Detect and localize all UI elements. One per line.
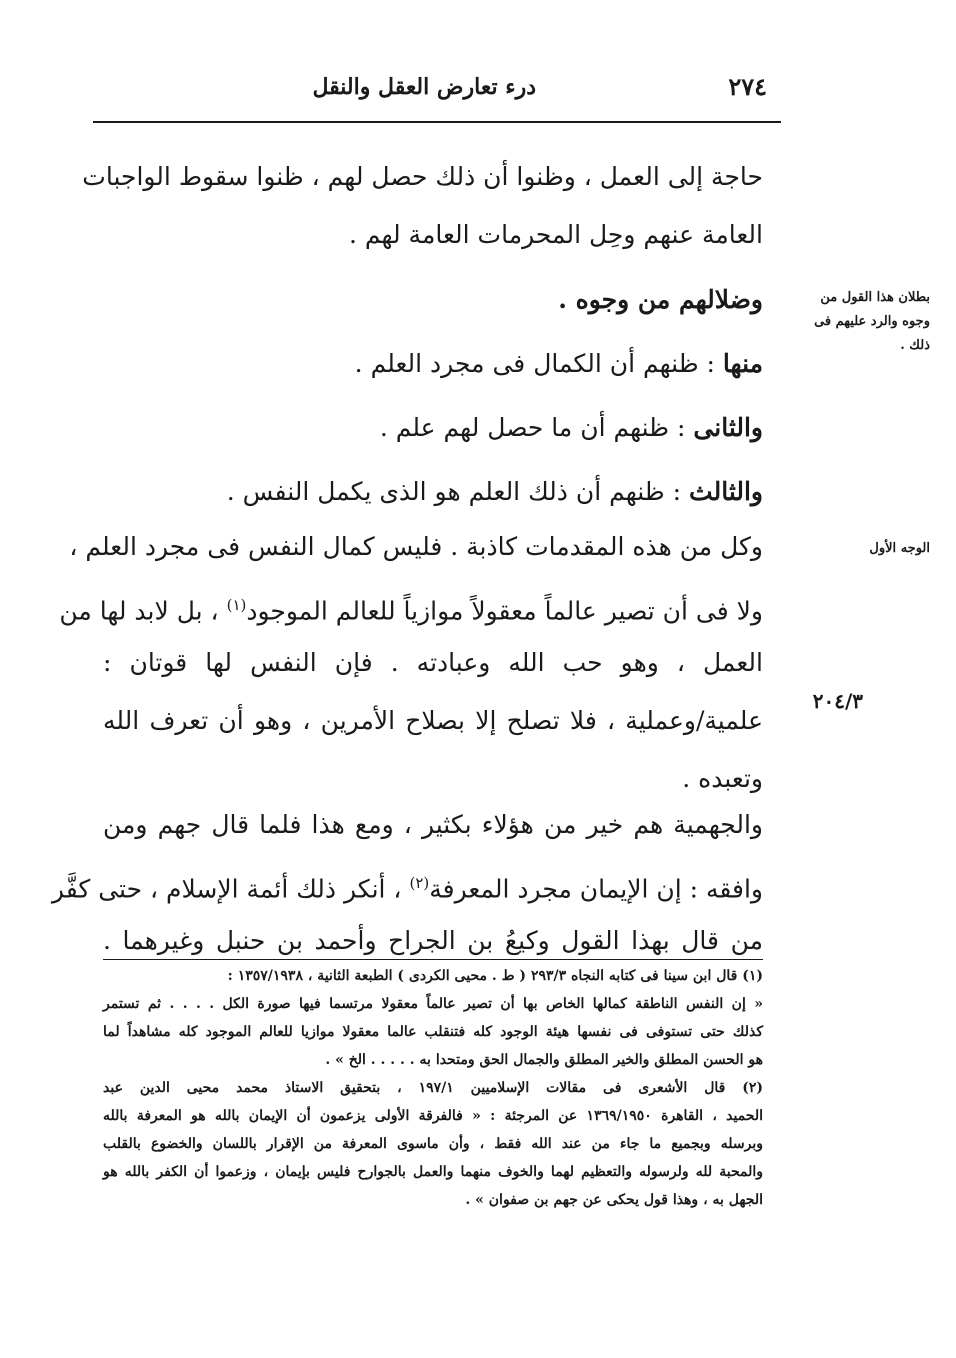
- page-number: ٢٧٤: [728, 72, 767, 101]
- text-line: من قال بهذا القول وكيعُ بن الجراح وأحمد بن حنبل وغيرهما .: [103, 926, 763, 955]
- running-title: درء تعارض العقل والنقل: [312, 74, 536, 100]
- margin-note-refutation: [796, 286, 930, 358]
- enum-label: منها: [722, 349, 763, 378]
- text-line: وافقه : إن الإيمان مجرد المعرفة$^{(٢)}$ ، أنكر ذلك أئمة الإسلام ، حتى كفَّر: [51, 874, 763, 904]
- paragraph-4: [51, 796, 763, 970]
- enum-label: والثالث: [689, 477, 763, 506]
- margin-note-line: ذلك .: [900, 338, 930, 353]
- enum-text: : ظنهم أن الكمال فى مجرد العلم .: [354, 349, 715, 378]
- margin-note-first-aspect: الوجه الأول: [869, 541, 930, 556]
- footnote-line: هو الحسن المطلق والخير المطلق والجمال الحق ومتحدا به . . . . . الخ » .: [325, 1052, 763, 1068]
- text-line: العامة عنهم وحِل المحرمات العامة لهم .: [348, 220, 763, 249]
- margin-note-line: وجوه والرد عليهم فى: [814, 314, 930, 329]
- footnote-ref[interactable]: (٢): [409, 874, 430, 892]
- footnote-line: الحميد ، القاهرة ١٣٦٩/١٩٥٠ عن المرجئة : « فالفرقة الأولى يزعمون أن الإيمان بالله هو المعرفة بالله: [103, 1108, 763, 1124]
- enum-text: : ظنهم أن ذلك العلم هو الذى يكمل النفس .: [226, 477, 682, 506]
- enum-label: والثانى: [693, 413, 763, 442]
- text-line: [103, 460, 763, 524]
- text-line: العمل ، وهو حب الله وعبادته . فإن النفس لها قوتان :: [103, 648, 763, 677]
- page-header: [93, 72, 781, 112]
- text-line: حاجة إلى العمل ، وظنوا أن ذلك حصل لهم ، ظنوا سقوط الواجبات: [82, 162, 763, 191]
- footnote-line: (٢) قال الأشعرى فى مقالات الإسلاميين ١٩٧/١ ، بتحقيق الاستاذ محمد محيى الدين عبد: [103, 1080, 763, 1096]
- edition-page-number: ٢٠٤/٣: [812, 689, 863, 713]
- footnote-line: (١) قال ابن سينا فى كتابه النجاه ٢٩٣/٣ ( ط . محيى الكردى ) الطبعة الثانية ، ١٣٥٧/١٩٣٨ :: [227, 968, 763, 984]
- enum-text: : ظنهم أن ما حصل لهم علم .: [379, 413, 686, 442]
- footnote-line: كذلك حتى تستوفى فى نفسها هيئة الوجود كله فتنقلب عالما معقولا موازيا للعالم الموجود كله مشاهداً لما: [103, 1024, 763, 1040]
- header-rule: [93, 121, 781, 123]
- footnote-ref[interactable]: (١): [226, 596, 247, 614]
- footnote-line: « إن النفس الناطقة كمالها الخاص بها أن تصير عالماً معقولا مرتسما فيها صورة الكل . . . . ثم تستمر: [103, 996, 763, 1012]
- text-line: وكل من هذه المقدمات كاذبة . فليس كمال النفس فى مجرد العلم ،: [69, 532, 763, 561]
- text-line: ولا فى أن تصير عالماً معقولاً موازياً للعالم الموجود$^{(١)}$ ، بل لابد لها من: [59, 596, 763, 626]
- text-line: علمية/وعملية ، فلا تصلح إلا بصلاح الأمرين ، وهو أن تعرف الله: [103, 706, 763, 735]
- footnote-rule: [103, 959, 763, 960]
- paragraph-1: [82, 148, 763, 264]
- text-line: [103, 396, 763, 460]
- footnote-line: الجهل به ، وهذا قول يحكى عن جهم بن صفوان » .: [465, 1192, 763, 1208]
- paragraph-3: [59, 518, 763, 808]
- footnotes: [103, 962, 763, 1214]
- text-line: والجهمية هم خير من هؤلاء بكثير ، ومع هذا فلما قال جهم ومن: [103, 810, 763, 839]
- text-line: وضلالهم من وجوه .: [558, 285, 763, 314]
- text-line: وتعبده .: [682, 764, 763, 793]
- text-line: [103, 332, 763, 396]
- footnote-line: وبرسله وبجميع ما جاء من عند الله فقط ، وأن ماسوى المعرفة من الإقرار باللسان والخضوع بالقلب: [103, 1136, 763, 1152]
- footnote-line: والمحبة لله ولرسوله والتعظيم لهما والخوف منهما والعمل بالجوارح فليس بإيمان ، وزعموا أن الكفر بالله هو: [103, 1164, 763, 1180]
- margin-note-line: بطلان هذا القول من: [820, 290, 930, 305]
- paragraph-2: [103, 268, 763, 524]
